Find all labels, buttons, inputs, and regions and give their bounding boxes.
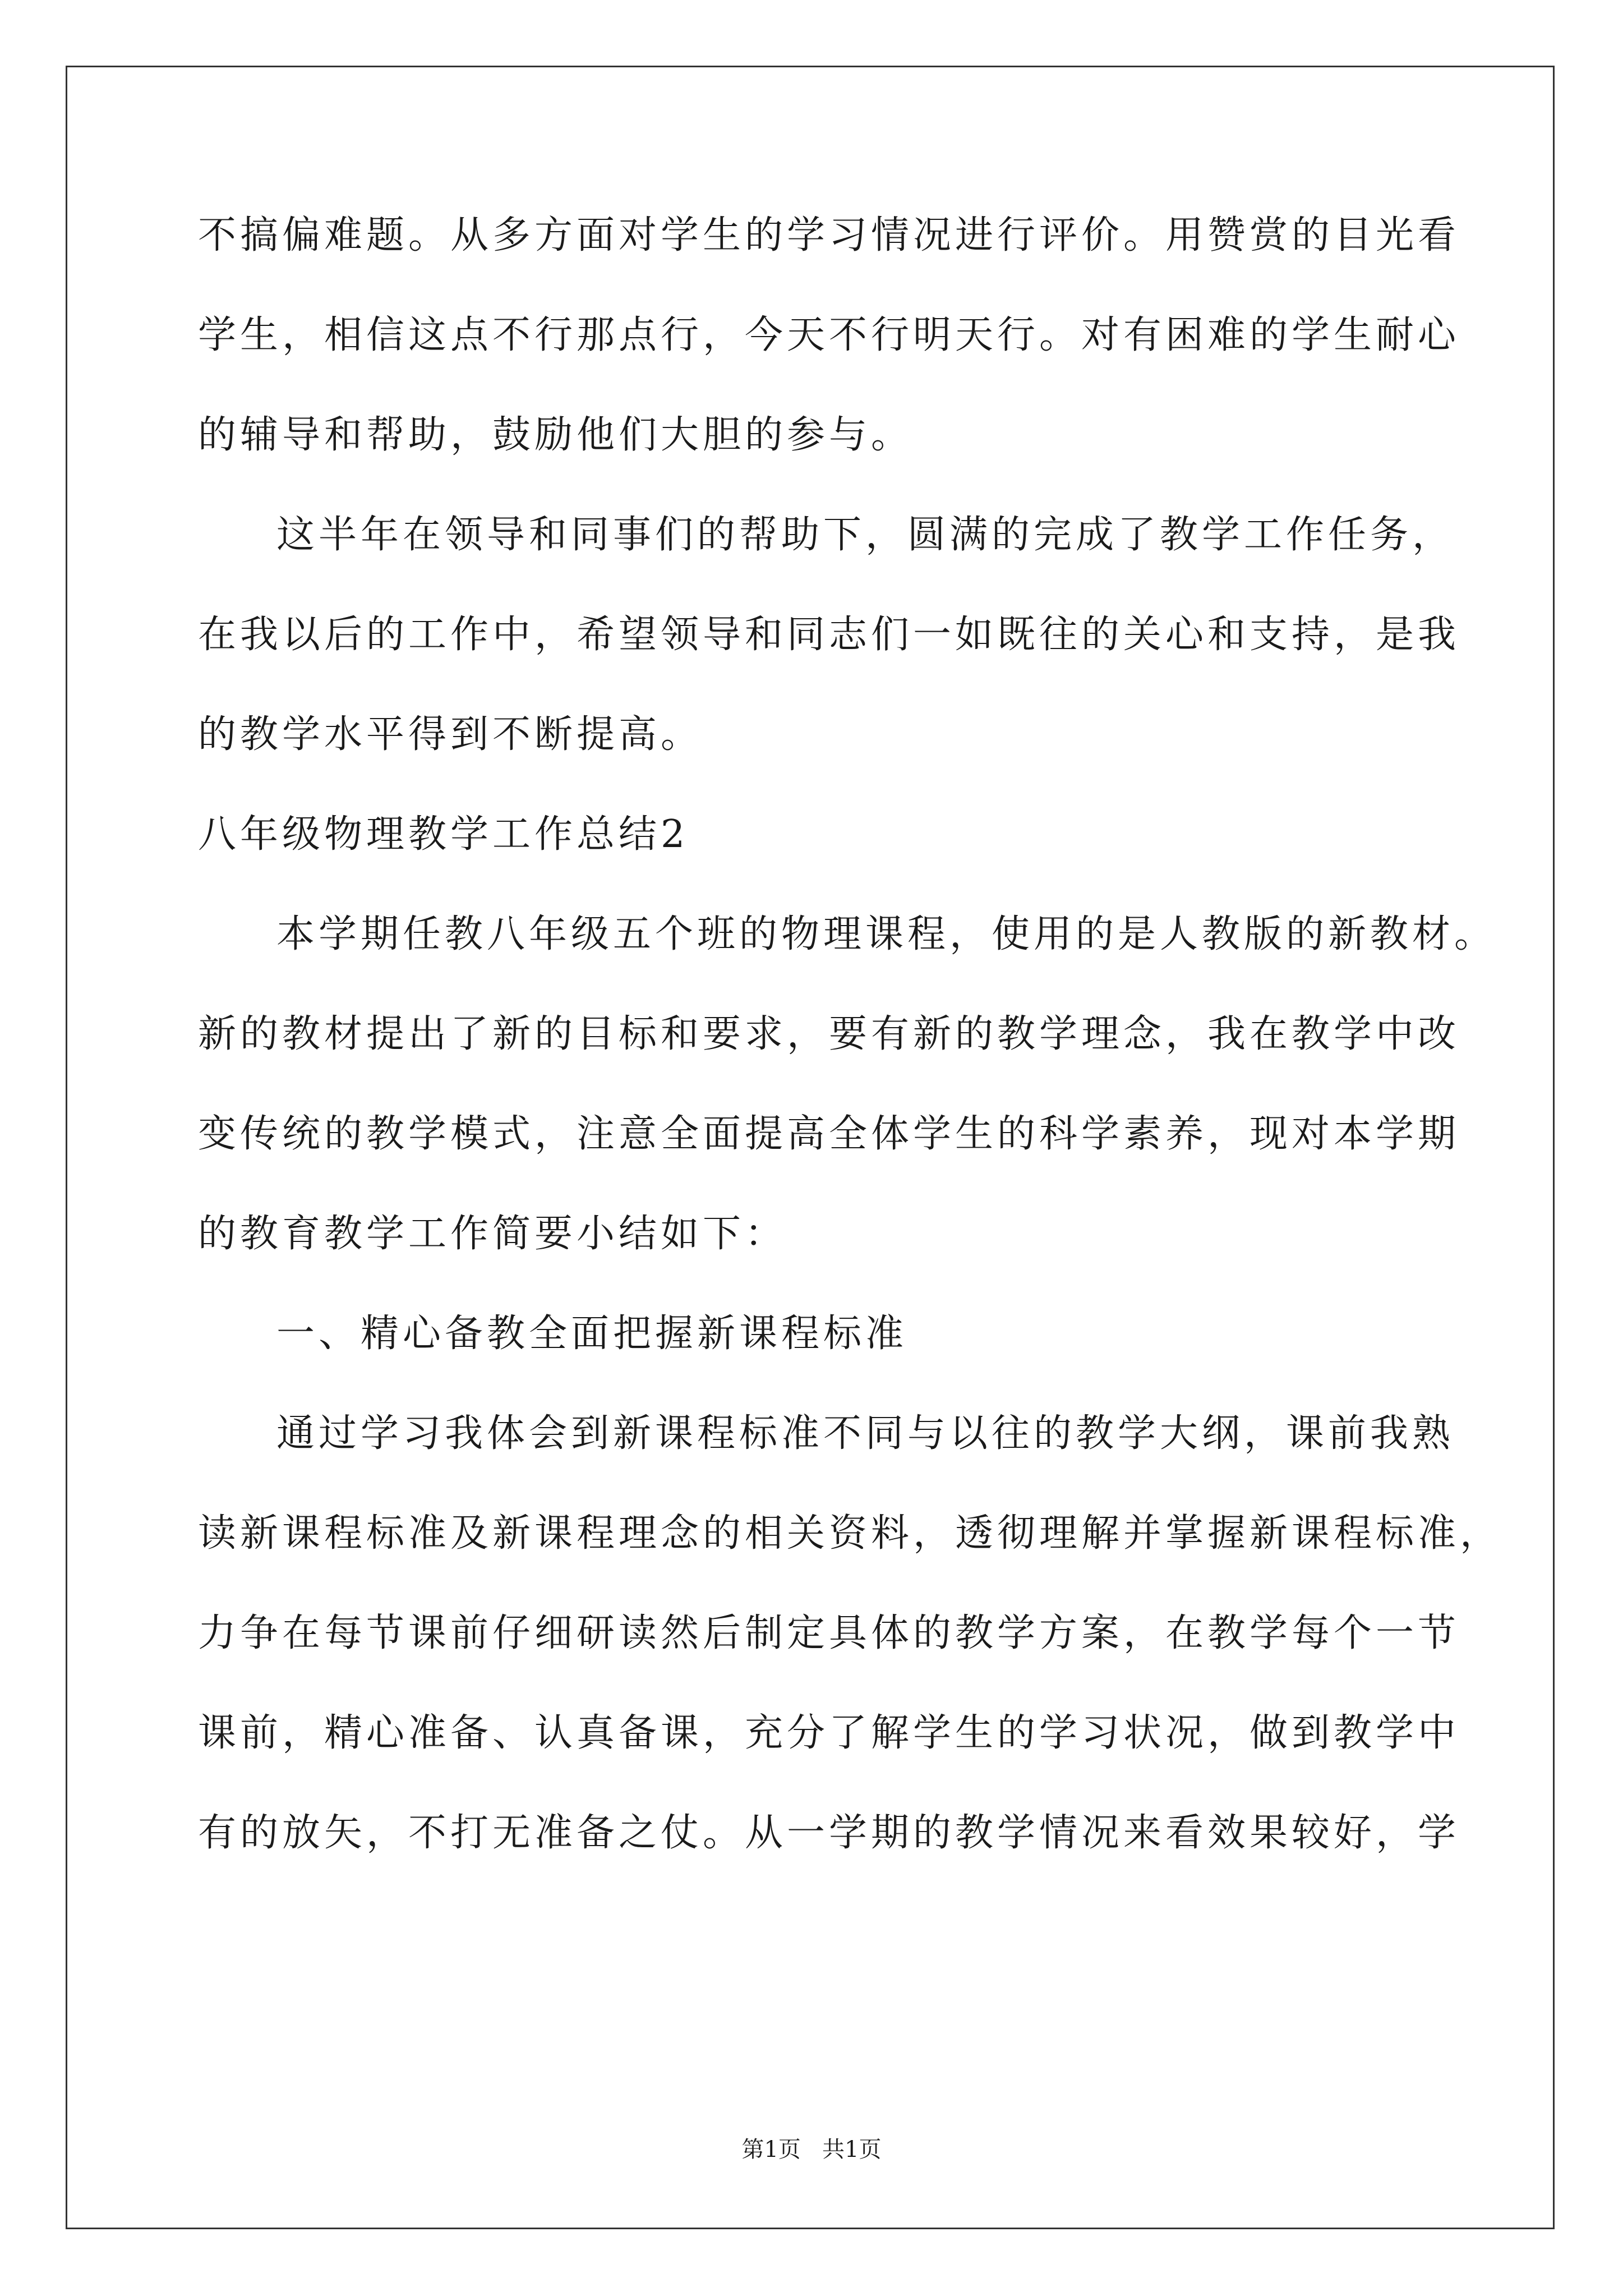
text-line: 的教育教学工作简要小结如下： [198,1212,787,1256]
text-line: 变传统的教学模式，注意全面提高全体学生的科学素养，现对本学期 [198,1112,1460,1156]
text-line: 在我以后的工作中，希望领导和同志们一如既往的关心和支持，是我 [198,613,1460,657]
text-line: 力争在每节课前仔细研读然后制定具体的教学方案，在教学每个一节 [198,1611,1460,1655]
text-line: 的辅导和帮助，鼓励他们大胆的参与。 [198,413,914,457]
text-line: 通过学习我体会到新课程标准不同与以往的教学大纲，课前我熟 [276,1411,1455,1456]
text-line: 这半年在领导和同事们的帮助下，圆满的完成了教学工作任务， [276,513,1455,557]
text-line: 有的放矢，不打无准备之仗。从一学期的教学情况来看效果较好，学 [198,1811,1460,1855]
text-line: 本学期任教八年级五个班的物理课程，使用的是人教版的新教材。 [276,912,1497,956]
page-number: 第1页 共1页 [741,2137,882,2162]
text-line: 不搞偏难题。从多方面对学生的学习情况进行评价。用赞赏的目光看 [198,213,1460,257]
subsection-heading: 一、精心备教全面把握新课程标准 [276,1312,908,1356]
text-line: 的教学水平得到不断提高。 [198,712,703,757]
section-heading: 八年级物理教学工作总结2 [198,812,689,857]
text-line: 读新课程标准及新课程理念的相关资料，透彻理解并掌握新课程标准， [198,1511,1502,1556]
text-line: 学生，相信这点不行那点行，今天不行明天行。对有困难的学生耐心 [198,313,1460,357]
text-line: 新的教材提出了新的目标和要求，要有新的教学理念，我在教学中改 [198,1012,1460,1056]
text-line: 课前，精心准备、认真备课，充分了解学生的学习状况，做到教学中 [198,1711,1460,1755]
